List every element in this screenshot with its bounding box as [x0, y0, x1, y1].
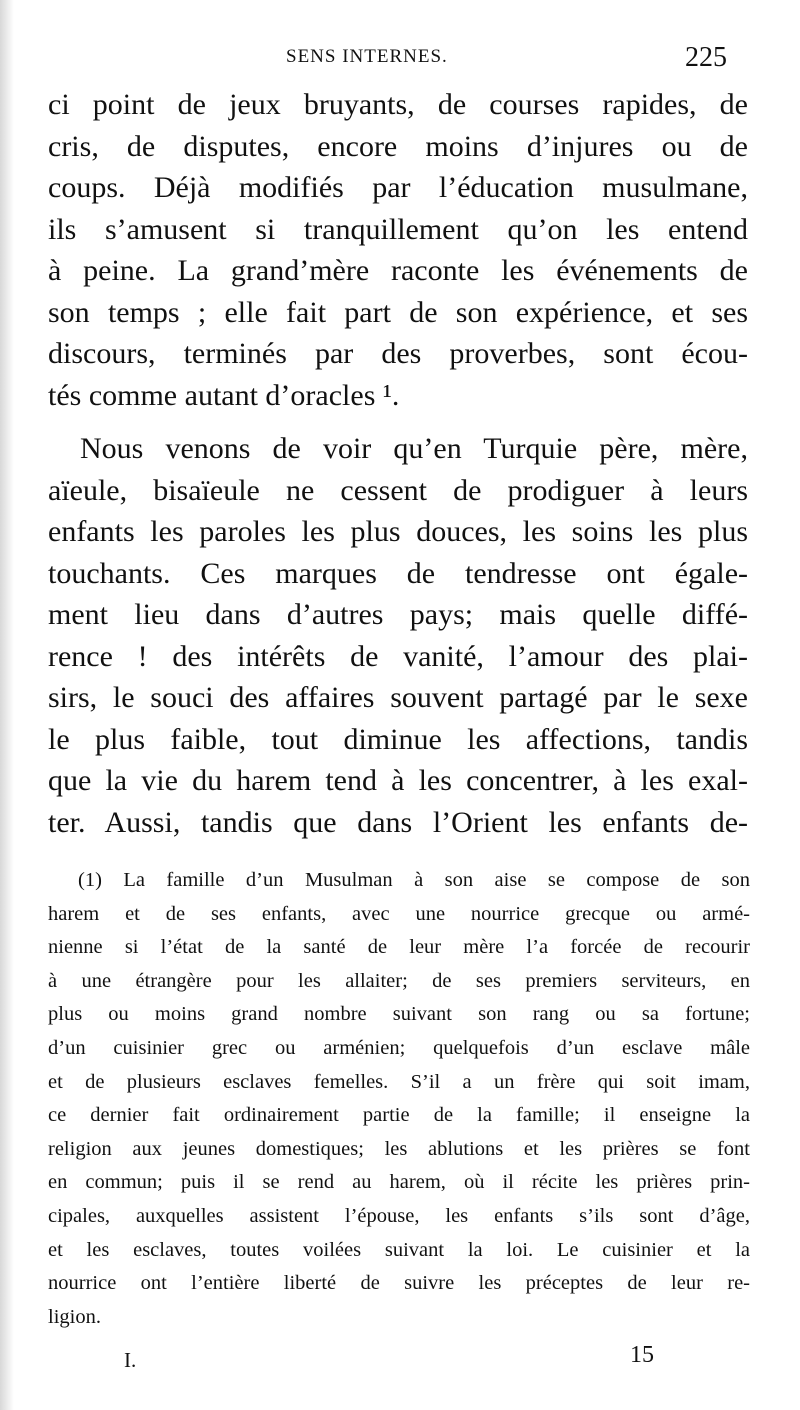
- footnote-line: plus ou moins grand nombre suivant son rang ou sa fortune;: [48, 1003, 750, 1026]
- volume-number: I.: [124, 1348, 137, 1372]
- footnote-line: à une étrangère pour les allaiter; de ses premiers serviteurs, en: [48, 969, 750, 992]
- footnote-line: ligion.: [48, 1305, 101, 1328]
- footnote-line: (1) La famille d’un Musulman à son aise se compose de son: [78, 869, 750, 891]
- binding-shadow: [0, 0, 14, 1410]
- text-line: sirs, le souci des affaires souvent partagé par le sexe: [48, 681, 748, 714]
- text-line: discours, terminés par des proverbes, sont écou-: [48, 337, 748, 370]
- main-text: [48, 84, 748, 843]
- text-line: enfants les paroles les plus douces, les soins les plus: [48, 515, 748, 548]
- text-line: ils s’amusent si tranquillement qu’on les entend: [48, 212, 748, 246]
- text-line: touchants. Ces marques de tendresse ont égale-: [48, 556, 748, 590]
- running-head: SENS INTERNES.: [286, 46, 448, 67]
- page-number: 225: [685, 42, 727, 73]
- text-line: ment lieu dans d’autres pays; mais quelle diffé-: [48, 598, 748, 631]
- text-line: rence ! des intérêts de vanité, l’amour des plai-: [48, 639, 748, 673]
- signature-mark: 15: [630, 1342, 654, 1368]
- text-line: Nous venons de voir qu’en Turquie père, mère,: [80, 432, 748, 465]
- page-header: [0, 42, 800, 78]
- text-line: ter. Aussi, tandis que dans l’Orient les enfants de-: [48, 805, 748, 839]
- footnote-line: nourrice ont l’entière liberté de suivre les préceptes de leur re-: [48, 1272, 750, 1295]
- footnote: [48, 864, 750, 1334]
- text-line: coups. Déjà modifiés par l’éducation musulmane,: [48, 171, 748, 204]
- text-line: tés comme autant d’oracles ¹.: [48, 378, 400, 412]
- text-line: ci point de jeux bruyants, de courses rapides, de: [48, 88, 748, 121]
- footnote-line: d’un cuisinier grec ou arménien; quelquefois d’un esclave mâle: [48, 1036, 750, 1059]
- text-line: à peine. La grand’mère raconte les événements de: [48, 254, 748, 287]
- text-line: cris, de disputes, encore moins d’injures ou de: [48, 129, 748, 163]
- footnote-line: harem et de ses enfants, avec une nourrice grecque ou armé-: [48, 902, 750, 925]
- text-line: son temps ; elle fait part de son expérience, et ses: [48, 295, 748, 329]
- footnote-line: en commun; puis il se rend au harem, où il récite les prières prin-: [48, 1171, 750, 1194]
- footnote-line: cipales, auxquelles assistent l’épouse, les enfants s’ils sont d’âge,: [48, 1204, 750, 1227]
- paragraph-gap: [48, 416, 748, 428]
- text-line: aïeule, bisaïeule ne cessent de prodiguer à leurs: [48, 473, 748, 507]
- footnote-line: ce dernier fait ordinairement partie de la famille; il enseigne la: [48, 1104, 750, 1127]
- footnote-line: et de plusieurs esclaves femelles. S’il a un frère qui soit imam,: [48, 1070, 750, 1093]
- footnote-line: nienne si l’état de la santé de leur mère l’a forcée de recourir: [48, 936, 750, 959]
- footnote-line: et les esclaves, toutes voilées suivant la loi. Le cuisinier et la: [48, 1238, 750, 1261]
- paragraph: [48, 428, 748, 843]
- footnote-line: religion aux jeunes domestiques; les ablutions et les prières se font: [48, 1137, 750, 1160]
- page-footer: [0, 1342, 800, 1382]
- text-line: le plus faible, tout diminue les affections, tandis: [48, 722, 748, 756]
- paragraph: [48, 84, 748, 416]
- text-line: que la vie du harem tend à les concentrer, à les exal-: [48, 764, 748, 797]
